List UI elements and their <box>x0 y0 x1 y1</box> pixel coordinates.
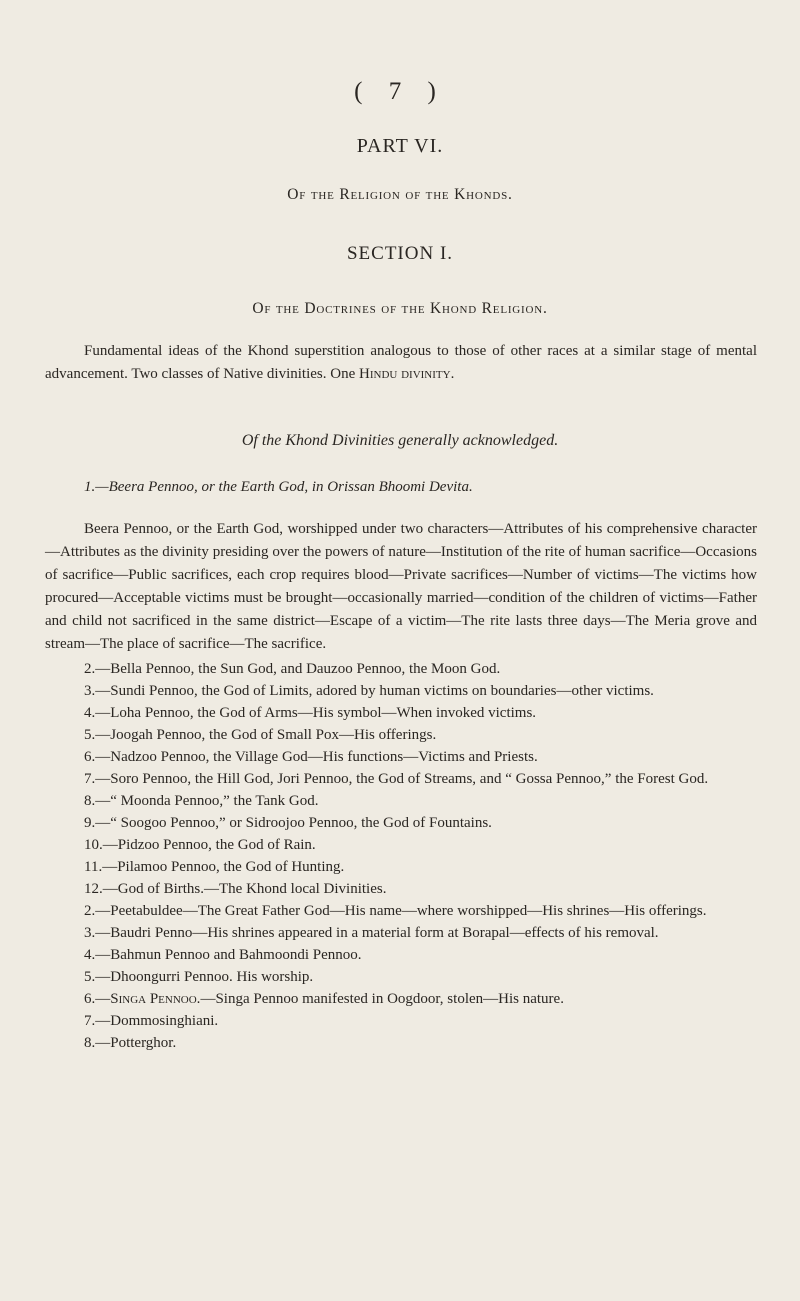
list-item: 8.—“ Moonda Pennoo,” the Tank God. <box>84 793 319 809</box>
subheading: Of the Khond Divinities generally acknowledged. <box>241 432 559 449</box>
list-item: 4.—Loha Pennoo, the God of Arms—His symbol—When invoked victims. <box>84 705 537 721</box>
list-item: 9.—“ Soogoo Pennoo,” or Sidroojoo Pennoo, the God of Fountains. <box>84 815 492 831</box>
part-subtitle: Of the Religion of the Khonds. <box>287 186 513 203</box>
list-item: 7.—Soro Pennoo, the Hill God, Jori Pennoo, the God of Streams, and “ Gossa Pennoo,” the Forest God. <box>84 771 709 787</box>
summary-text: Fundamental ideas of the Khond superstition analogous to those of other races at a similar stage of mental advancement. Two classes of Native divinities. One <box>45 343 757 382</box>
list-item: 6.—Nadzoo Pennoo, the Village God—His functions—Victims and Priests. <box>84 749 538 765</box>
page-number: ( 7 ) <box>354 78 446 105</box>
list-item: 2.—Peetabuldee—The Great Father God—His name—where worshipped—His shrines—His offerings. <box>84 903 707 919</box>
beera-heading: 1.—Beera Pennoo, or the Earth God, in Orissan Bhoomi Devita. <box>84 479 473 495</box>
list-item: 7.—Dommosinghiani. <box>84 1013 219 1029</box>
singa-caps: Singa Pennoo. <box>110 991 201 1007</box>
summary-paragraph <box>45 340 757 386</box>
singa-rest: —Singa Pennoo manifested in Oogdoor, stolen—His nature. <box>200 991 564 1007</box>
section-title: SECTION I. <box>346 243 454 264</box>
list-item-singa <box>45 988 757 1010</box>
section-subtitle: Of the Doctrines of the Khond Religion. <box>252 300 548 317</box>
list-item: 3.—Baudri Penno—His shrines appeared in a material form at Borapal—effects of his removal. <box>84 925 659 941</box>
list-item: 2.—Bella Pennoo, the Sun God, and Dauzoo Pennoo, the Moon God. <box>84 661 501 677</box>
list-item: 5.—Dhoongurri Pennoo. His worship. <box>84 969 314 985</box>
list-item: 8.—Potterghor. <box>84 1035 177 1051</box>
list-item: 5.—Joogah Pennoo, the God of Small Pox—His offerings. <box>84 727 437 743</box>
summary-end: Hindu divinity. <box>359 366 455 382</box>
list-item: 11.—Pilamoo Pennoo, the God of Hunting. <box>84 859 345 875</box>
divinity-list <box>45 658 757 1054</box>
list-item: 3.—Sundi Pennoo, the God of Limits, adored by human victims on boundaries—other victims. <box>84 683 654 699</box>
list-item: 12.—God of Births.—The Khond local Divinities. <box>84 881 387 897</box>
singa-prefix: 6.— <box>84 991 111 1007</box>
beera-paragraph: Beera Pennoo, or the Earth God, worshipped under two characters—Attributes of his comprehensive character—Attributes as the divinity presiding over the powers of nature—Institution of the rite of human sacrifice—Occasions of sacrifice—Public sacrifices, each crop requires blood—Private sacrifices—Number of victims—The victims how procured—Acceptable victims must be brought—occasionally married—condition of the children of victims—Father and child not sacrificed in the same district—Escape of a victim—The rite lasts three days—The Meria grove and stream—The place of sacrifice—The sacrifice. <box>45 521 757 652</box>
part-title: PART VI. <box>356 135 444 157</box>
list-item: 10.—Pidzoo Pennoo, the God of Rain. <box>84 837 316 853</box>
list-item: 4.—Bahmun Pennoo and Bahmoondi Pennoo. <box>84 947 362 963</box>
